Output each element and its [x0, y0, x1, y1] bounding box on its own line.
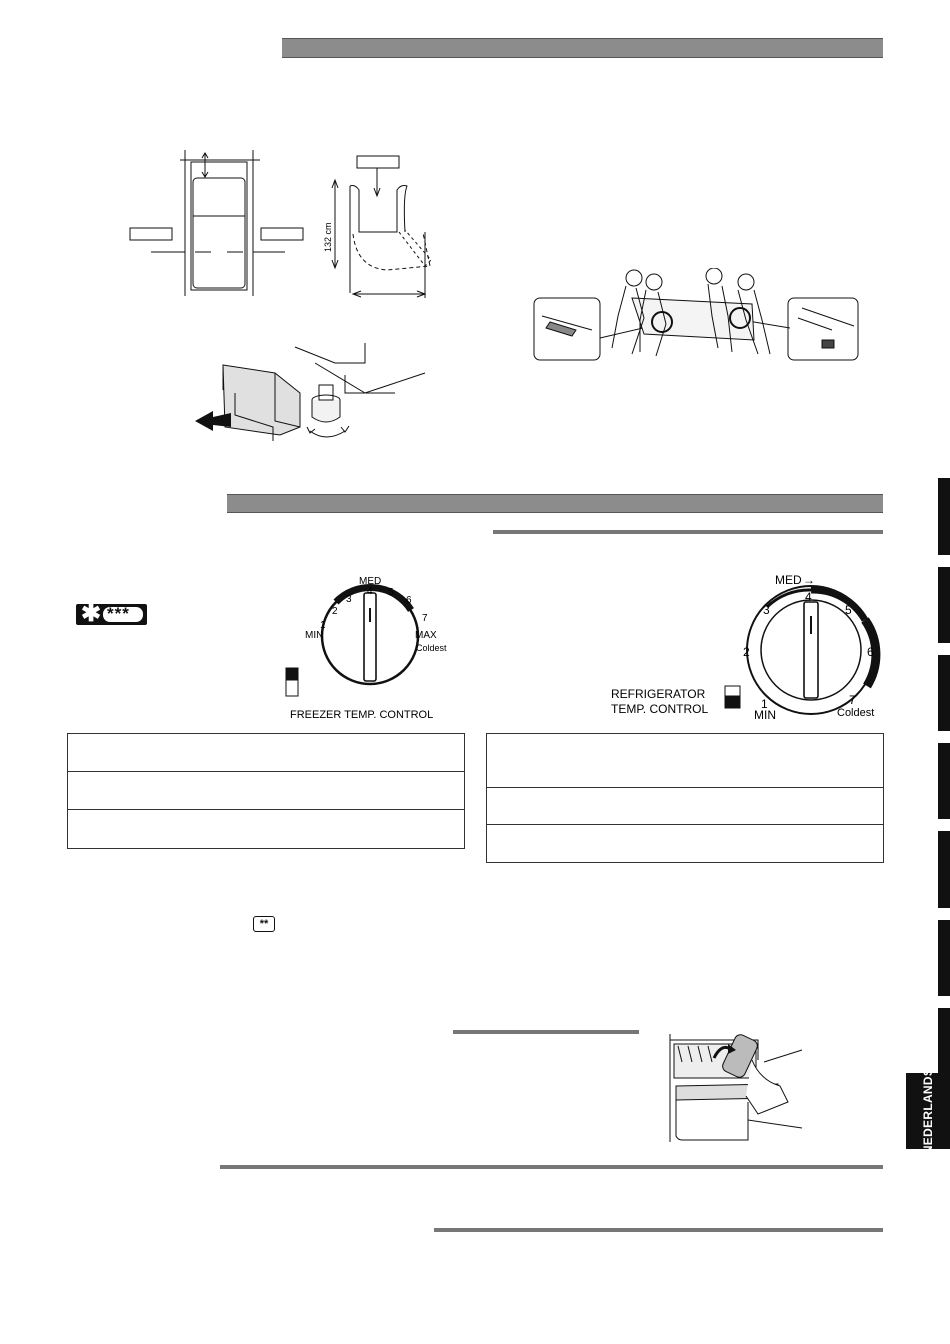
index-tab-5 — [938, 831, 950, 908]
fridge-num-1: 1 — [761, 697, 768, 711]
svg-text:132 cm: 132 cm — [323, 222, 333, 252]
index-tab-3 — [938, 655, 950, 731]
freezer-temp-dial — [280, 568, 470, 724]
freezer-num-4: 4 — [367, 586, 373, 597]
freezer-label-coldest: Coldest — [416, 643, 447, 653]
leveling-foot-figure — [195, 335, 440, 455]
section-header-bar-top — [282, 38, 883, 58]
freezer-caption: FREEZER TEMP. CONTROL — [290, 709, 434, 721]
large-star-icon: ✱ — [81, 600, 102, 627]
refrigerator-temp-dial — [605, 568, 890, 723]
freezer-setting-table — [67, 733, 465, 849]
freezer-num-7: 7 — [422, 613, 428, 624]
fridge-label-coldest: Coldest — [837, 707, 875, 719]
subsection-rule-refrigerator — [493, 530, 883, 534]
ice-tray-figure — [668, 1032, 818, 1144]
section-header-bar-controls — [227, 494, 883, 513]
two-star-symbol: ** — [253, 916, 275, 932]
subsection-rule-ice — [453, 1030, 639, 1034]
fridge-num-5: 5 — [845, 603, 852, 617]
freezer-num-3: 3 — [346, 594, 352, 605]
fridge-num-6: 6 — [867, 645, 874, 659]
fridge-num-3: 3 — [763, 603, 770, 617]
fridge-label-min: MIN — [754, 708, 776, 722]
table-row — [68, 734, 464, 772]
med-arrow-icon: → — [803, 573, 815, 587]
freezer-label-med: MED — [359, 576, 382, 587]
star-rating-badge — [76, 600, 147, 627]
fridge-caption-line1: REFRIGERATOR — [611, 687, 706, 701]
language-tab-nederlands[interactable]: NEDERLANDS — [906, 1073, 950, 1149]
index-tab-1 — [938, 478, 950, 555]
section-rule-lower — [220, 1165, 883, 1169]
index-tab-2 — [938, 567, 950, 643]
fridge-num-2: 2 — [743, 645, 750, 659]
index-tab-4 — [938, 743, 950, 819]
table-row — [487, 788, 883, 825]
table-row — [68, 772, 464, 810]
table-row — [487, 734, 883, 788]
freezer-label-min: MIN — [305, 630, 324, 641]
table-row — [68, 810, 464, 848]
freezer-num-6: 6 — [406, 595, 412, 606]
carrying-fridge-figure — [532, 268, 862, 364]
refrigerator-setting-table — [486, 733, 884, 863]
freezer-label-max: MAX — [415, 630, 437, 641]
index-tab-6 — [938, 920, 950, 996]
fridge-num-7: 7 — [849, 693, 856, 707]
table-row — [487, 825, 883, 862]
fridge-caption-line2: TEMP. CONTROL — [611, 702, 709, 716]
badge-stars: *** — [107, 604, 130, 623]
freezer-num-1: 1 — [320, 620, 326, 631]
subsection-rule-bottom — [434, 1228, 883, 1232]
fridge-num-4: 4 — [805, 590, 812, 604]
freezer-num-5: 5 — [388, 587, 394, 598]
fridge-label-med: MED — [775, 573, 802, 587]
freezer-num-2: 2 — [332, 606, 338, 617]
installation-clearance-figure — [125, 148, 435, 300]
